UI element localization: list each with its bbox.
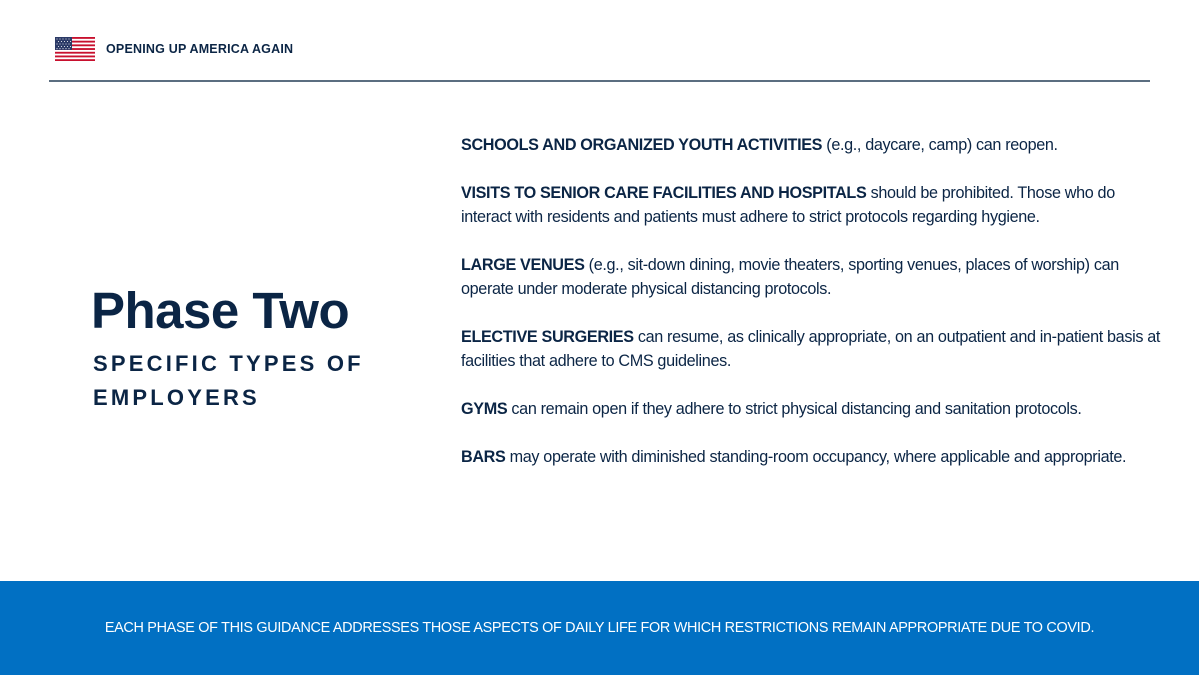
guidance-item-heading: VISITS TO SENIOR CARE FACILITIES AND HOSPITALS (461, 184, 867, 202)
us-flag-icon (55, 37, 95, 61)
guidance-item-elective-surgeries (461, 325, 1161, 373)
footer-banner (0, 581, 1199, 675)
guidance-item-heading: GYMS (461, 400, 508, 418)
slide-header (55, 36, 293, 62)
guidance-item-heading: ELECTIVE SURGERIES (461, 328, 634, 346)
guidance-item-senior-care (461, 181, 1161, 229)
guidance-item-bars (461, 445, 1161, 469)
guidance-item-large-venues (461, 253, 1161, 301)
guidance-list (461, 133, 1161, 493)
phase-heading-block (91, 281, 421, 415)
guidance-item-heading: BARS (461, 448, 506, 466)
guidance-item-text: should be prohibited. Those who do interact with residents and patients must adhere to strict protocols regarding hygiene. (461, 184, 1115, 226)
phase-subtitle: SPECIFIC TYPES OF EMPLOYERS (93, 351, 364, 410)
guidance-item-text: can resume, as clinically appropriate, on an outpatient and in-patient basis at facilities that adhere to CMS guidelines. (461, 328, 1161, 370)
header-divider (49, 80, 1150, 82)
guidance-item-text: may operate with diminished standing-room occupancy, where applicable and appropriate. (505, 448, 1127, 466)
guidance-item-text: can remain open if they adhere to strict physical distancing and sanitation protocols. (507, 400, 1082, 418)
guidance-item-schools (461, 133, 1161, 157)
guidance-item-gyms (461, 397, 1161, 421)
phase-title: Phase Two (91, 282, 350, 339)
footer-text: EACH PHASE OF THIS GUIDANCE ADDRESSES THOSE ASPECTS OF DAILY LIFE FOR WHICH RESTRICTIONS REMAIN APPROPRIATE DUE TO COVID. (104, 620, 1095, 636)
guidance-item-heading: LARGE VENUES (461, 256, 585, 274)
guidance-item-text: (e.g., daycare, camp) can reopen. (822, 136, 1058, 154)
guidance-item-heading: SCHOOLS AND ORGANIZED YOUTH ACTIVITIES (461, 136, 823, 154)
header-title: OPENING UP AMERICA AGAIN (106, 42, 294, 56)
guidance-item-text: (e.g., sit-down dining, movie theaters, sporting venues, places of worship) can operate under moderate physical distancing protocols. (461, 256, 1119, 298)
